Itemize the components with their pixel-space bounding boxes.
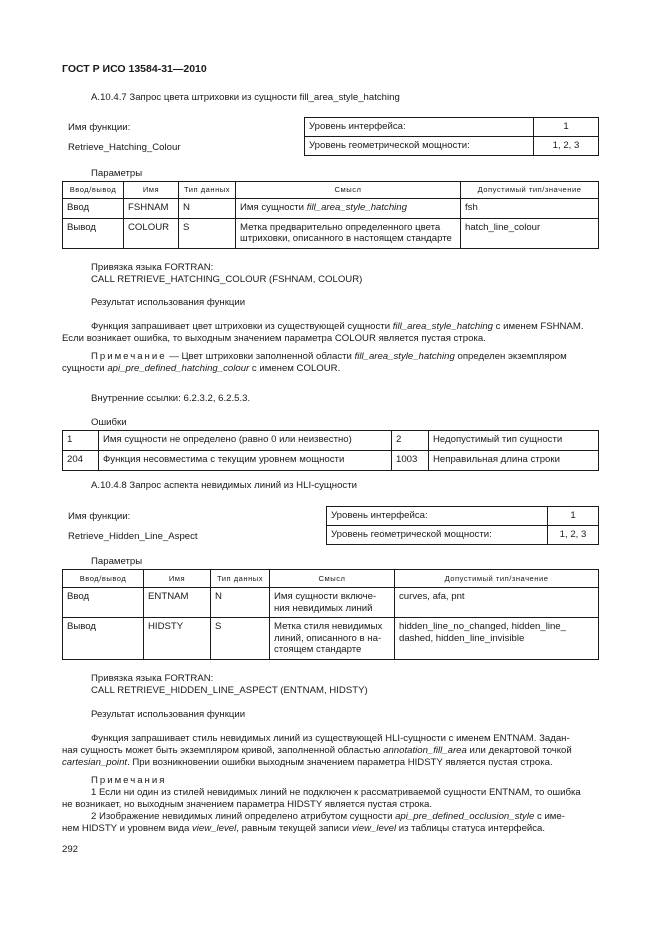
params-label: Параметры: [91, 556, 143, 567]
params-table: [62, 181, 599, 249]
desc-line-2: ная сущность может быть экземпляром кривой, заполненной областью annotation_fill_area или декартовой точкой: [62, 745, 572, 756]
params-label: Параметры: [91, 168, 143, 179]
error-text: Недопустимый тип сущности: [429, 431, 599, 451]
col-name: Имя: [144, 570, 211, 588]
level-iface-value: 1: [548, 507, 599, 526]
function-name: Retrieve_Hatching_Colour: [68, 142, 181, 153]
function-label: Имя функции:: [68, 511, 131, 522]
section-title: A.10.4.8 Запрос аспекта невидимых линий из HLI-сущности: [91, 480, 357, 491]
cell-name: HIDSTY: [144, 618, 211, 660]
table-row: [63, 198, 599, 218]
cell-io: Ввод: [63, 198, 124, 218]
col-type: Тип данных: [211, 570, 270, 588]
col-name: Имя: [124, 182, 179, 199]
standard-header: ГОСТ Р ИСО 13584-31—2010: [62, 63, 207, 75]
desc-line-1: Функция запрашивает стиль невидимых линий из существующей HLI-сущности с именем ENTNAM. Задан-: [91, 733, 570, 744]
function-label: Имя функции:: [68, 122, 131, 133]
notes-heading: Примечания: [91, 775, 167, 786]
table-row: [63, 431, 599, 451]
desc-line-1: Функция запрашивает цвет штриховки из существующей сущности fill_area_style_hatching с именем FSHNAM.: [91, 321, 584, 332]
col-type: Тип данных: [179, 182, 236, 199]
table-row: [63, 588, 599, 618]
errors-table: [62, 430, 599, 471]
fortran-call: CALL RETRIEVE_HIDDEN_LINE_ASPECT (ENTNAM, HIDSTY): [91, 685, 368, 696]
cell-io: Вывод: [63, 218, 124, 248]
level-table: [304, 117, 599, 156]
note-2-line-2: нем HIDSTY и уровнем вида view_level, равным текущей записи view_level из таблицы статуса интерфейса.: [62, 823, 546, 834]
level-geom-label: Уровень геометрической мощности:: [327, 526, 548, 545]
cell-name: COLOUR: [124, 218, 179, 248]
level-iface-label: Уровень интерфейса:: [305, 118, 534, 137]
fortran-call: CALL RETRIEVE_HATCHING_COLOUR (FSHNAM, COLOUR): [91, 274, 363, 285]
col-allowed: Допустимый тип/значение: [395, 570, 599, 588]
params-table: [62, 569, 599, 660]
level-iface-value: 1: [534, 118, 599, 137]
cell-allowed: hatch_line_colour: [461, 218, 599, 248]
level-table: [326, 506, 599, 545]
cell-meaning: Метка стиля невидимых линий, описанного в на- стоящем стандарте: [270, 618, 395, 660]
cell-allowed: hidden_line_no_changed, hidden_line_ dashed, hidden_line_invisible: [395, 618, 599, 660]
table-row: [63, 618, 599, 660]
desc-line-3: cartesian_point. При возникновении ошибки выходным значением параметра HIDSTY является пустая строка.: [62, 757, 553, 768]
cell-type: S: [179, 218, 236, 248]
note-2-line-1: 2 Изображение невидимых линий определено атрибутом сущности api_pre_defined_occlusion_style с име-: [91, 811, 565, 822]
error-code: 204: [63, 451, 99, 471]
col-io: Ввод/вывод: [63, 182, 124, 199]
note-line-1: Примечание — Цвет штриховки заполненной области fill_area_style_hatching определен экземпляром: [91, 351, 567, 362]
cell-name: FSHNAM: [124, 198, 179, 218]
cell-type: N: [179, 198, 236, 218]
error-text: Функция несовместима с текущим уровнем мощности: [99, 451, 392, 471]
note-line-2: сущности api_pre_defined_hatching_colour с именем COLOUR.: [62, 363, 341, 374]
col-io: Ввод/вывод: [63, 570, 144, 588]
table-row: [63, 451, 599, 471]
cell-meaning: Метка предварительно определенного цвета штриховки, описанного в настоящем стандарте: [236, 218, 461, 248]
table-row: [63, 218, 599, 248]
cell-type: N: [211, 588, 270, 618]
error-text: Имя сущности не определено (равно 0 или неизвестно): [99, 431, 392, 451]
errors-label: Ошибки: [91, 417, 127, 428]
cell-allowed: curves, afa, pnt: [395, 588, 599, 618]
level-geom-value: 1, 2, 3: [534, 137, 599, 156]
error-code: 1: [63, 431, 99, 451]
cell-meaning: Имя сущности включе- ния невидимых линий: [270, 588, 395, 618]
fortran-label: Привязка языка FORTRAN:: [91, 262, 214, 273]
error-text: Неправильная длина строки: [429, 451, 599, 471]
cell-type: S: [211, 618, 270, 660]
error-code: 1003: [392, 451, 429, 471]
fortran-label: Привязка языка FORTRAN:: [91, 673, 214, 684]
function-name: Retrieve_Hidden_Line_Aspect: [68, 531, 198, 542]
col-meaning: Смысл: [236, 182, 461, 199]
level-iface-label: Уровень интерфейса:: [327, 507, 548, 526]
result-label: Результат использования функции: [91, 297, 246, 308]
cell-meaning: Имя сущности fill_area_style_hatching: [236, 198, 461, 218]
note-1-line-2: не возникает, но выходным значением параметра HIDSTY является пустая строка.: [62, 799, 433, 810]
page-number: 292: [62, 844, 79, 855]
level-geom-value: 1, 2, 3: [548, 526, 599, 545]
cell-io: Вывод: [63, 618, 144, 660]
error-code: 2: [392, 431, 429, 451]
internal-refs: Внутренние ссылки: 6.2.3.2, 6.2.5.3.: [91, 393, 251, 404]
col-allowed: Допустимый тип/значение: [461, 182, 599, 199]
desc-line-2: Если возникает ошибка, то выходным значением параметра COLOUR является пустая строка.: [62, 333, 486, 344]
cell-allowed: fsh: [461, 198, 599, 218]
result-label: Результат использования функции: [91, 709, 246, 720]
cell-name: ENTNAM: [144, 588, 211, 618]
note-1-line-1: 1 Если ни один из стилей невидимых линий не подключен к рассматриваемой сущности ENTNAM, то ошибка: [91, 787, 581, 798]
cell-io: Ввод: [63, 588, 144, 618]
col-meaning: Смысл: [270, 570, 395, 588]
section-title: A.10.4.7 Запрос цвета штриховки из сущности fill_area_style_hatching: [91, 92, 400, 103]
level-geom-label: Уровень геометрической мощности:: [305, 137, 534, 156]
